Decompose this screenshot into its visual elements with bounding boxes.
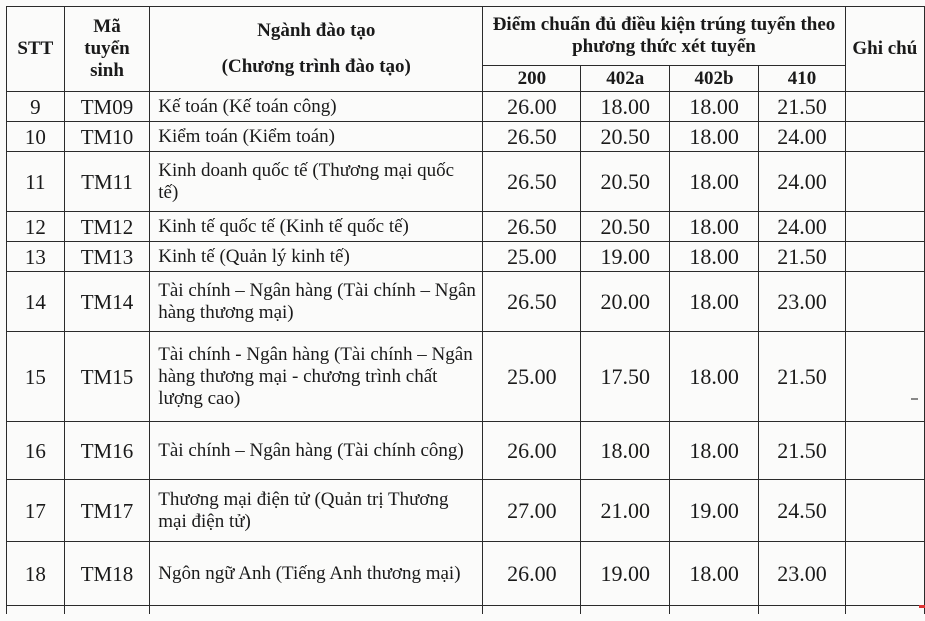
- header-method-410: 410: [759, 66, 845, 92]
- row-program: Tài chính – Ngân hàng (Tài chính công): [150, 422, 483, 480]
- row-score-200: 26.00: [483, 422, 581, 480]
- row-score-410: 24.00: [759, 152, 845, 212]
- row-score-200: 26.00: [483, 542, 581, 606]
- header-note: Ghi chú: [845, 7, 924, 92]
- row-score-410: 23.00: [759, 542, 845, 606]
- header-score-group: Điểm chuẩn đủ điều kiện trúng tuyển theo phương thức xét tuyển: [483, 7, 845, 66]
- row-score-200: 27.00: [483, 480, 581, 542]
- row-code: TM18: [64, 542, 150, 606]
- scan-edge-mark: [919, 605, 925, 608]
- cut-off-cell: [669, 606, 758, 614]
- header-method-402b: 402b: [669, 66, 758, 92]
- row-note: [845, 92, 924, 122]
- row-score-402a: 20.50: [581, 212, 669, 242]
- row-note: [845, 122, 924, 152]
- header-code-label: Mã tuyển sinh: [84, 16, 130, 81]
- row-program: Ngôn ngữ Anh (Tiếng Anh thương mại): [150, 542, 483, 606]
- header-code: [64, 7, 150, 92]
- row-score-200: 26.50: [483, 212, 581, 242]
- header-method-402a: 402a: [581, 66, 669, 92]
- table-row: [7, 480, 925, 542]
- table-row: [7, 92, 925, 122]
- row-score-402b: 18.00: [669, 242, 758, 272]
- row-note: [845, 272, 924, 332]
- row-score-402a: 19.00: [581, 542, 669, 606]
- row-stt: 14: [7, 272, 65, 332]
- row-score-200: 26.50: [483, 152, 581, 212]
- row-program: Kiểm toán (Kiểm toán): [150, 122, 483, 152]
- cut-off-cell: [581, 606, 669, 614]
- row-note: [845, 332, 924, 422]
- header-program-line1: Ngành đào tạo: [257, 20, 376, 41]
- row-score-402a: 18.00: [581, 422, 669, 480]
- row-program: Tài chính - Ngân hàng (Tài chính – Ngân hàng thương mại - chương trình chất lượng cao): [150, 332, 483, 422]
- row-score-200: 26.50: [483, 272, 581, 332]
- table-row: [7, 542, 925, 606]
- row-score-402a: 20.50: [581, 152, 669, 212]
- row-stt: 13: [7, 242, 65, 272]
- row-stt: 11: [7, 152, 65, 212]
- row-stt: 12: [7, 212, 65, 242]
- row-score-200: 26.00: [483, 92, 581, 122]
- row-code: TM16: [64, 422, 150, 480]
- row-score-402a: 20.50: [581, 122, 669, 152]
- row-note: [845, 422, 924, 480]
- row-score-402b: 18.00: [669, 212, 758, 242]
- row-note: [845, 212, 924, 242]
- row-note: [845, 542, 924, 606]
- row-code: TM15: [64, 332, 150, 422]
- row-score-410: 21.50: [759, 422, 845, 480]
- table-row: [7, 272, 925, 332]
- row-program: Thương mại điện tử (Quản trị Thương mại điện tử): [150, 480, 483, 542]
- row-score-402b: 19.00: [669, 480, 758, 542]
- cut-off-cell: [150, 606, 483, 614]
- row-code: TM09: [64, 92, 150, 122]
- row-score-402a: 17.50: [581, 332, 669, 422]
- row-program: Tài chính – Ngân hàng (Tài chính – Ngân hàng thương mại): [150, 272, 483, 332]
- cut-off-cell: [759, 606, 845, 614]
- row-score-200: 25.00: [483, 332, 581, 422]
- header-method-200: 200: [483, 66, 581, 92]
- row-score-402b: 18.00: [669, 332, 758, 422]
- row-stt: 10: [7, 122, 65, 152]
- row-code: TM11: [64, 152, 150, 212]
- table-row: [7, 422, 925, 480]
- row-stt: 18: [7, 542, 65, 606]
- row-score-410: 23.00: [759, 272, 845, 332]
- header-stt: STT: [7, 7, 65, 92]
- row-program: Kinh doanh quốc tế (Thương mại quốc tế): [150, 152, 483, 212]
- admission-score-table: [6, 6, 925, 614]
- row-score-402a: 20.00: [581, 272, 669, 332]
- row-score-410: 24.50: [759, 480, 845, 542]
- row-score-402a: 18.00: [581, 92, 669, 122]
- row-note: [845, 152, 924, 212]
- row-score-402b: 18.00: [669, 92, 758, 122]
- row-program: Kinh tế (Quản lý kinh tế): [150, 242, 483, 272]
- cut-off-row: [7, 606, 925, 614]
- row-score-402a: 19.00: [581, 242, 669, 272]
- header-program: [150, 7, 483, 92]
- header-program-line2: (Chương trình đào tạo): [221, 56, 411, 77]
- row-score-402b: 18.00: [669, 122, 758, 152]
- row-note: [845, 242, 924, 272]
- row-code: TM12: [64, 212, 150, 242]
- row-score-410: 24.00: [759, 122, 845, 152]
- table-row: [7, 152, 925, 212]
- row-code: TM10: [64, 122, 150, 152]
- row-score-402b: 18.00: [669, 422, 758, 480]
- row-score-200: 26.50: [483, 122, 581, 152]
- table-row: [7, 122, 925, 152]
- row-code: TM13: [64, 242, 150, 272]
- row-score-410: 24.00: [759, 212, 845, 242]
- row-score-402a: 21.00: [581, 480, 669, 542]
- cut-off-cell: [7, 606, 65, 614]
- row-stt: 16: [7, 422, 65, 480]
- row-score-402b: 18.00: [669, 542, 758, 606]
- row-program: Kế toán (Kế toán công): [150, 92, 483, 122]
- row-score-410: 21.50: [759, 332, 845, 422]
- row-stt: 9: [7, 92, 65, 122]
- row-score-410: 21.50: [759, 242, 845, 272]
- row-score-410: 21.50: [759, 92, 845, 122]
- cut-off-cell: [64, 606, 150, 614]
- table-row: [7, 332, 925, 422]
- cut-off-cell: [483, 606, 581, 614]
- cut-off-cell: [845, 606, 924, 614]
- row-score-200: 25.00: [483, 242, 581, 272]
- row-score-402b: 18.00: [669, 272, 758, 332]
- row-code: TM14: [64, 272, 150, 332]
- table-body: [7, 92, 925, 614]
- row-code: TM17: [64, 480, 150, 542]
- scan-speck: [911, 398, 918, 400]
- row-note: [845, 480, 924, 542]
- row-stt: 15: [7, 332, 65, 422]
- row-program: Kinh tế quốc tế (Kinh tế quốc tế): [150, 212, 483, 242]
- table-row: [7, 212, 925, 242]
- row-score-402b: 18.00: [669, 152, 758, 212]
- table-row: [7, 242, 925, 272]
- row-stt: 17: [7, 480, 65, 542]
